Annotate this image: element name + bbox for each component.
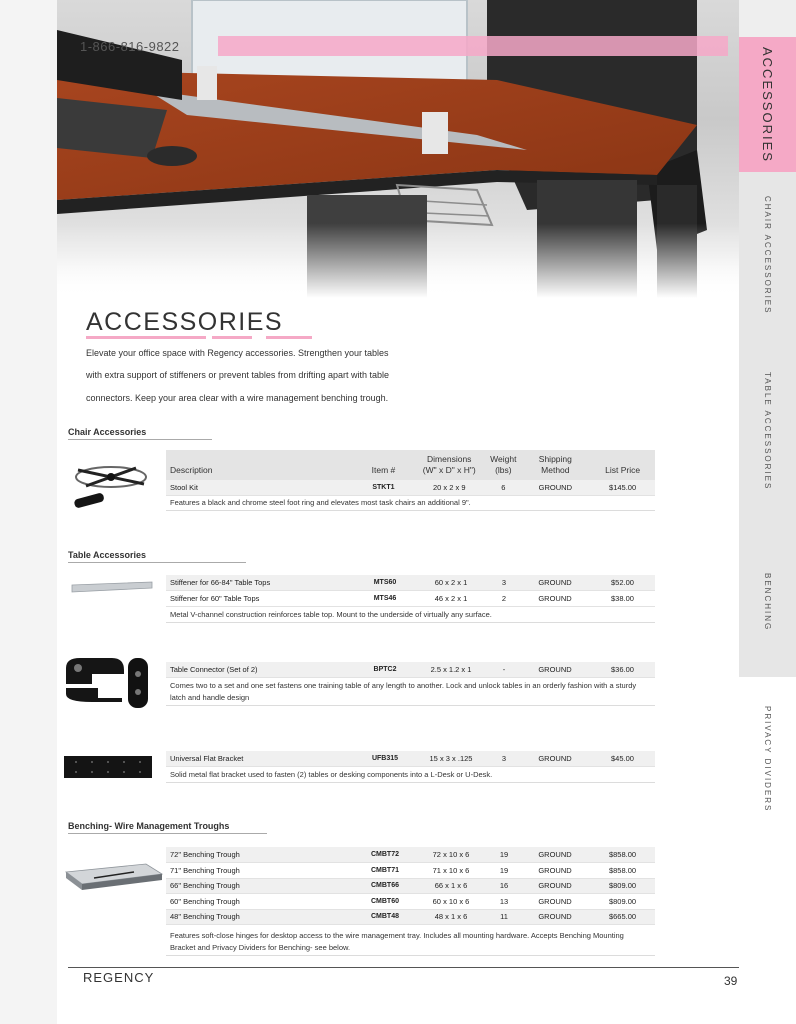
stool-kit-image xyxy=(66,460,156,516)
table-row xyxy=(166,480,655,496)
stiffener-table xyxy=(166,575,655,607)
connector-table xyxy=(166,662,655,678)
cell-dimensions: 15 x 3 x .125 xyxy=(414,751,488,767)
product-note: latch and handle design xyxy=(170,693,250,702)
cell-dimensions: 46 x 2 x 1 xyxy=(414,591,488,607)
cell-shipping: GROUND xyxy=(520,591,590,607)
cell-weight: - xyxy=(488,662,520,678)
flat-bracket-image xyxy=(64,756,152,778)
cell-item: CMBT71 xyxy=(356,863,414,879)
cell-price: $858.00 xyxy=(590,847,655,863)
stiffener-image xyxy=(70,580,154,594)
cell-weight: 3 xyxy=(488,575,520,591)
note-rule xyxy=(166,955,655,956)
col-header-weight-line2: (lbs) xyxy=(495,465,512,475)
side-tab-label: PRIVACY DIVIDERS xyxy=(763,706,772,813)
cell-price: $38.00 xyxy=(590,591,655,607)
cell-price: $36.00 xyxy=(590,662,655,678)
cell-weight: 2 xyxy=(488,591,520,607)
side-tab-chair-accessories[interactable] xyxy=(739,195,796,315)
cell-description: 71" Benching Trough xyxy=(166,863,356,879)
cell-weight: 11 xyxy=(488,909,520,925)
cell-weight: 19 xyxy=(488,847,520,863)
cell-item: CMBT60 xyxy=(356,894,414,910)
cell-description: Universal Flat Bracket xyxy=(166,751,356,767)
section-rule xyxy=(68,439,212,440)
side-tab-accessories-label: ACCESSORIES xyxy=(760,46,775,163)
table-row xyxy=(166,575,655,591)
bracket-table xyxy=(166,751,655,767)
intro-line: connectors. Keep your area clear with a wire management benching trough. xyxy=(86,393,389,403)
side-tab-accessories[interactable] xyxy=(739,37,796,172)
cell-dimensions: 60 x 2 x 1 xyxy=(414,575,488,591)
cell-shipping: GROUND xyxy=(520,847,590,863)
col-header-dimensions xyxy=(412,450,486,480)
col-header-weight-line1: Weight xyxy=(490,454,517,464)
cell-description: Table Connector (Set of 2) xyxy=(166,662,356,678)
cell-shipping: GROUND xyxy=(520,575,590,591)
section-heading-benching: Benching- Wire Management Troughs xyxy=(68,821,230,831)
side-tab-label: CHAIR ACCESSORIES xyxy=(763,195,772,315)
page-number: 39 xyxy=(724,974,738,988)
table-row xyxy=(166,751,655,767)
table-row xyxy=(166,591,655,607)
cell-weight: 19 xyxy=(488,863,520,879)
note-rule xyxy=(166,510,655,511)
cell-price: $665.00 xyxy=(590,909,655,925)
table-row xyxy=(166,662,655,678)
cell-dimensions: 20 x 2 x 9 xyxy=(412,480,486,496)
col-header-description: Description xyxy=(166,450,355,480)
cell-description: Stool Kit xyxy=(166,480,355,496)
note-rule xyxy=(166,622,655,623)
table-row xyxy=(166,909,655,925)
col-header-price: List Price xyxy=(590,450,655,480)
intro-line: Elevate your office space with Regency accessories. Strengthen your tables xyxy=(86,348,389,358)
cell-item: CMBT48 xyxy=(356,909,414,925)
cell-weight: 13 xyxy=(488,894,520,910)
cell-item: MTS46 xyxy=(356,591,414,607)
cell-price: $858.00 xyxy=(590,863,655,879)
cell-shipping: GROUND xyxy=(520,751,590,767)
brand-logo: REGENCY xyxy=(83,970,155,985)
cell-dimensions: 72 x 10 x 6 xyxy=(414,847,488,863)
cell-shipping: GROUND xyxy=(520,878,590,894)
cell-dimensions: 60 x 10 x 6 xyxy=(414,894,488,910)
product-note: Features soft-close hinges for desktop access to the wire management tray. Includes all mounting hardware. Accepts Benching Mounting xyxy=(170,931,624,940)
side-tab-privacy-dividers[interactable] xyxy=(739,706,796,813)
cell-description: 60" Benching Trough xyxy=(166,894,356,910)
col-header-dimensions-line2: (W" x D" x H") xyxy=(422,465,476,475)
chair-accessories-table xyxy=(166,450,655,496)
table-row xyxy=(166,863,655,879)
side-tab-table-accessories[interactable] xyxy=(739,371,796,491)
page-title: ACCESSORIES xyxy=(86,308,284,336)
cell-shipping: GROUND xyxy=(520,863,590,879)
cell-description: Stiffener for 66-84" Table Tops xyxy=(166,575,356,591)
intro-line: with extra support of stiffeners or prevent tables from drifting apart with table xyxy=(86,370,389,380)
cell-weight: 6 xyxy=(486,480,520,496)
product-note: Solid metal flat bracket used to fasten (2) tables or desking components into a L-Desk or U-Desk. xyxy=(170,770,493,779)
product-note: Bracket and Privacy Dividers for Benching- see below. xyxy=(170,943,351,952)
title-underline xyxy=(86,336,206,339)
product-note: Metal V-channel construction reinforces table top. Mount to the underside of virtually any surface. xyxy=(170,610,492,619)
cell-dimensions: 66 x 1 x 6 xyxy=(414,878,488,894)
col-header-item: Item # xyxy=(355,450,413,480)
cell-description: 66" Benching Trough xyxy=(166,878,356,894)
cell-item: STKT1 xyxy=(355,480,413,496)
cell-description: 48" Benching Trough xyxy=(166,909,356,925)
cell-dimensions: 48 x 1 x 6 xyxy=(414,909,488,925)
col-header-shipping xyxy=(520,450,590,480)
cell-weight: 16 xyxy=(488,878,520,894)
cell-weight: 3 xyxy=(488,751,520,767)
cell-shipping: GROUND xyxy=(520,909,590,925)
side-tab-label: BENCHING xyxy=(763,572,772,632)
benching-trough-table xyxy=(166,847,655,925)
table-row xyxy=(166,894,655,910)
cell-dimensions: 71 x 10 x 6 xyxy=(414,863,488,879)
cell-item: UFB315 xyxy=(356,751,414,767)
cell-price: $145.00 xyxy=(590,480,655,496)
footer-rule xyxy=(68,967,739,968)
section-rule xyxy=(68,562,246,563)
col-header-weight xyxy=(486,450,520,480)
cell-price: $52.00 xyxy=(590,575,655,591)
title-underline xyxy=(212,336,252,339)
product-note: Features a black and chrome steel foot ring and elevates most task chairs an additional 9". xyxy=(170,498,471,507)
cell-shipping: GROUND xyxy=(520,662,590,678)
side-tab-benching[interactable] xyxy=(739,572,796,632)
title-underline xyxy=(266,336,312,339)
cell-price: $809.00 xyxy=(590,878,655,894)
col-header-dimensions-line1: Dimensions xyxy=(427,454,472,464)
cell-item: BPTC2 xyxy=(356,662,414,678)
cell-price: $809.00 xyxy=(590,894,655,910)
side-tab-label: TABLE ACCESSORIES xyxy=(763,371,772,491)
cell-item: CMBT72 xyxy=(356,847,414,863)
col-header-shipping-line2: Method xyxy=(541,465,570,475)
cell-shipping: GROUND xyxy=(520,480,590,496)
table-row xyxy=(166,878,655,894)
left-margin xyxy=(0,0,57,1024)
section-heading-chair: Chair Accessories xyxy=(68,427,147,437)
product-note: Comes two to a set and one set fastens one training table of any length to another. Lock and unlock tables in an orderly fashion with a sturdy xyxy=(170,681,637,690)
cell-item: CMBT66 xyxy=(356,878,414,894)
phone-number: 1-866-816-9822 xyxy=(80,39,180,54)
note-rule xyxy=(166,782,655,783)
cell-dimensions: 2.5 x 1.2 x 1 xyxy=(414,662,488,678)
note-rule xyxy=(166,705,655,706)
benching-trough-image xyxy=(64,860,164,894)
table-row xyxy=(166,847,655,863)
section-heading-table: Table Accessories xyxy=(68,550,147,560)
side-navigation xyxy=(739,0,796,1024)
phone-highlight-bar xyxy=(218,36,728,56)
cell-description: 72" Benching Trough xyxy=(166,847,356,863)
cell-shipping: GROUND xyxy=(520,894,590,910)
col-header-shipping-line1: Shipping xyxy=(538,454,572,464)
cell-description: Stiffener for 60" Table Tops xyxy=(166,591,356,607)
side-top-block xyxy=(739,0,796,37)
cell-item: MTS60 xyxy=(356,575,414,591)
cell-price: $45.00 xyxy=(590,751,655,767)
section-rule xyxy=(68,833,267,834)
table-connector-image xyxy=(62,654,158,714)
